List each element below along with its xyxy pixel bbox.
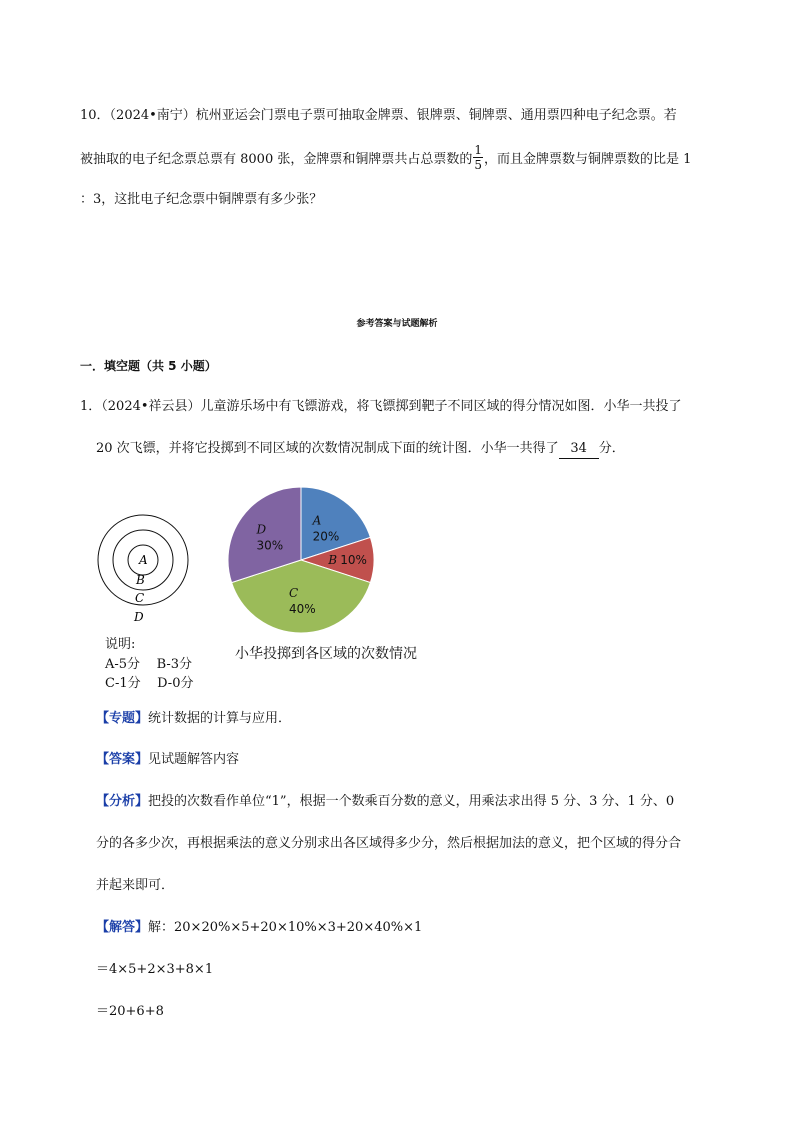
question-1-text-end: 分． (598, 441, 625, 456)
analysis-line-3: 并起来即可． (96, 878, 175, 893)
pie-label-a: A (312, 513, 322, 528)
ring-label-c: C (135, 591, 145, 605)
chart-caption: 小华投掷到各区域的次数情况 (235, 646, 417, 662)
fraction-one-fifth (473, 143, 483, 172)
ring-label-b: B (136, 573, 145, 587)
topic-text: 统计数据的计算与应用． (148, 711, 292, 726)
answer-tag: 【答案】 (96, 752, 149, 767)
pie-value-c: 40% (289, 602, 316, 617)
pie-label-c: C (289, 586, 299, 601)
scoring-note-title: 说明: (105, 637, 136, 652)
solve-line-3: ＝20+6+8 (96, 1004, 164, 1019)
analysis-text-1: 把投的次数看作单位“1”，根据一个数乘百分数的意义，用乘法求出得 5 分、3 分、1 分、0 (148, 794, 675, 809)
ring-label-d: D (134, 610, 144, 624)
fraction-denominator: 5 (474, 158, 482, 172)
ring-label-a: A (139, 553, 148, 567)
question-10-text-continued: ，而且金牌票数与铜牌票数的比是 1 (484, 152, 692, 167)
answer-blank: 34 (559, 440, 599, 459)
solve-line-1 (96, 919, 422, 937)
answer-line (96, 751, 239, 769)
pie-label-d: D (256, 522, 267, 537)
analysis-tag: 【分析】 (96, 794, 149, 809)
answer-section-title: 参考答案与试题解析 (356, 319, 438, 329)
question-10-line-1: 10．（2024•南宁）杭州亚运会门票电子票可抽取金牌票、银牌票、铜牌票、通用票四种电子纪念票。若 (80, 108, 677, 123)
analysis-line-2: 分的各多少次，再根据乘法的意义分别求出各区域得多少分，然后根据加法的意义，把个区域的得分合 (96, 836, 682, 851)
question-1-line-1: 1．（2024•祥云县）儿童游乐场中有飞镖游戏，将飞镖掷到靶子不同区域的得分情况如图．小华一共投了 (80, 399, 682, 414)
analysis-line-1 (96, 793, 674, 811)
solve-text-1: 解：20×20%×5+20×10%×3+20×40%×1 (148, 920, 423, 935)
pie-label-b: B (328, 553, 338, 567)
solve-tag: 【解答】 (96, 920, 149, 935)
pie-value-d: 30% (256, 538, 284, 553)
question-10-line-3: ：3，这批电子纪念票中铜牌票有多少张？ (80, 192, 323, 207)
scoring-note-row-1: A-5分 B-3分 (105, 657, 193, 672)
question-1-text: 20 次飞镖，并将它投掷到不同区域的次数情况制成下面的统计图．小华一共得了 (96, 441, 559, 456)
scoring-note-row-2: C-1分 D-0分 (105, 676, 194, 691)
pie-value-a: 20% (312, 529, 340, 544)
fraction-numerator: 1 (474, 143, 482, 157)
question-10-text: 被抽取的电子纪念票总票有 8000 张，金牌票和铜牌票共占总票数的 (80, 152, 473, 167)
pie-chart (228, 487, 374, 633)
dart-target (98, 515, 188, 624)
answer-text: 见试题解答内容 (148, 752, 240, 767)
section-heading: 一．填空题（共 5 小题） (80, 359, 217, 373)
pie-value-b: 10% (340, 553, 367, 567)
topic-line (96, 710, 291, 728)
topic-tag: 【专题】 (96, 711, 149, 726)
question-1-line-2 (96, 440, 625, 459)
solve-line-2: ＝4×5+2×3+8×1 (96, 962, 214, 977)
question-10-line-2 (80, 145, 691, 174)
